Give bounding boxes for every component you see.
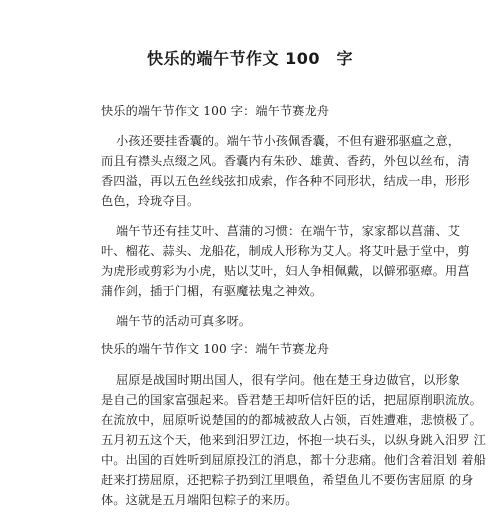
paragraph-line: 叶、榴花、蒜头、龙船花，制成人形称为艾人。将艾叶悬于堂中，剪 xyxy=(101,244,470,258)
paragraph-line: 是自己的国家富强起来。昏君楚王却听信奸臣的话，把屈原削职流放。 xyxy=(101,393,482,407)
paragraph-line: 香四溢，再以五色丝线弦扣成索，作各种不同形状，结成一串，形形 xyxy=(101,174,470,188)
paragraph-line: 赶来打捞屈原，还把粽子扔到江里喂鱼，希望鱼儿不要伤害屈原 的身 xyxy=(101,473,474,487)
paragraph-line: 小孩还要挂香囊的。端午节小孩佩香囊，不但有避邪驱瘟之意， xyxy=(116,134,461,148)
paragraph-line: 体。这就是五月端阳包粽子的来历。 xyxy=(101,493,298,507)
paragraph-line: 屈原是战国时期出国人，很有学问。他在楚王身边做官，以形象 xyxy=(116,373,461,387)
paragraph-line: 端午节还有挂艾叶、菖蒲的习惯：在端午节，家家都以菖蒲、艾 xyxy=(116,224,461,238)
paragraph-line: 中。出国的百姓听到屈原投江的消息，都十分悲痛。他们含着泪划 着船 xyxy=(101,453,486,467)
paragraph-line: 端午节的活动可真多呀。 xyxy=(116,314,252,328)
paragraph-line: 为虎形或剪彩为小虎，贴以艾叶，妇人争相佩戴，以僻邪驱瘴。用菖 xyxy=(101,264,470,278)
paragraph-line: 色色，玲珑夺目。 xyxy=(101,194,200,208)
document-title: 快乐的端午节作文 100 字 xyxy=(147,49,353,68)
section-heading-2: 快乐的端午节作文 100 字：端午节赛龙舟 xyxy=(101,342,330,356)
paragraph-line: 五月初五这个天，他来到汨罗江边，怀抱一块石头，以纵身跳入汨罗 江 xyxy=(101,433,486,447)
paragraph-line: 在流放中，屈原听说楚国的的都城被敌人占领，百姓遭难，悲愤极了。 xyxy=(101,413,482,427)
paragraph-line: 而且有襟头点缀之风。香囊内有朱砂、雄黄、香药，外包以丝布，清 xyxy=(101,154,470,168)
section-heading-1: 快乐的端午节作文 100 字：端午节赛龙舟 xyxy=(101,104,330,118)
paragraph-line: 蒲作剑，插于门楣，有驱魔祛鬼之神效。 xyxy=(101,284,323,298)
